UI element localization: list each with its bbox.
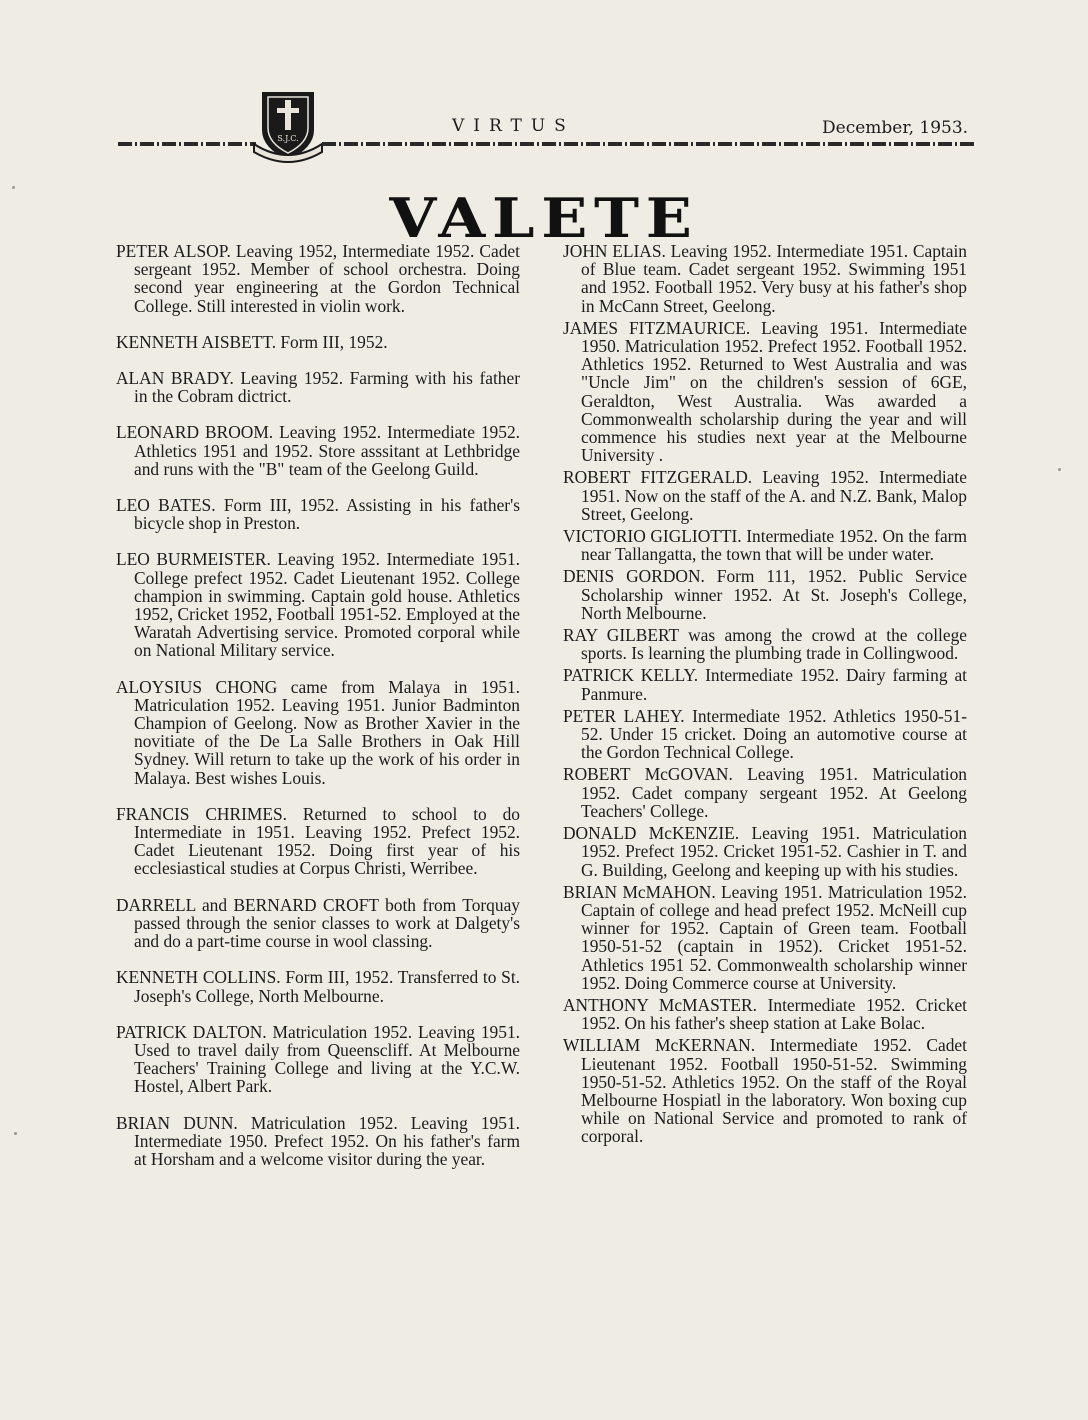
page-header: [0, 0, 1088, 170]
valete-entry: ROBERT McGOVAN. Leaving 1951. Matriculation 1952. Cadet company sergeant 1952. At Geelong Teachers' College.: [563, 764, 967, 821]
crest-initials: S.J.C.: [277, 134, 299, 143]
page-title: VALETE: [389, 186, 699, 250]
valete-entry: BRIAN McMAHON. Leaving 1951. Matriculation 1952. Captain of college and head prefect 1952. McNeill cup winner for 1952. Captain of Green team. Football 1950-51-52 (captain in 1952). Cricket 1951-52. Athletics 1951 52. Commonwealth scholarship winner 1952. Doing Commerce course at University.: [563, 881, 967, 993]
valete-entry: DARRELL and BERNARD CROFT both from Torquay passed through the senior classes to work at Dalgety's and do a part-time course in wool classing.: [116, 894, 520, 952]
valete-entry: ALAN BRADY. Leaving 1952. Farming with his father in the Cobram dictrict.: [116, 368, 520, 407]
college-crest-icon: [252, 86, 324, 164]
valete-entry: PATRICK KELLY. Intermediate 1952. Dairy farming at Panmure.: [563, 665, 967, 704]
valete-entry: LEONARD BROOM. Leaving 1952. Intermediate 1952. Athletics 1951 and 1952. Store asssitant at Lethbridge and runs with the "B" team of the Geelong Guild.: [116, 422, 520, 479]
valete-entry: LEO BURMEISTER. Leaving 1952. Intermediate 1951. College prefect 1952. Cadet Lieutenant 1952. College champion in swimming. Captain gold house. Athletics 1952, Cricket 1952, Football 1951-52. Employed at the Waratah Advertising service. Promoted corporal while on National Military service.: [116, 549, 520, 661]
valete-entry: PETER LAHEY. Intermediate 1952. Athletics 1950-51-52. Under 15 cricket. Doing an automotive course at the Gordon Technical College.: [563, 705, 967, 763]
valete-entry: LEO BATES. Form III, 1952. Assisting in his father's bicycle shop in Preston.: [116, 495, 520, 534]
header-rule-right: [322, 142, 974, 146]
valete-entry: ROBERT FITZGERALD. Leaving 1952. Intermediate 1951. Now on the staff of the A. and N.Z. Bank, Malop Street, Geelong.: [563, 467, 967, 524]
paper-speck: [14, 1132, 17, 1135]
left-column: [116, 242, 520, 1168]
valete-entry: PETER ALSOP. Leaving 1952, Intermediate 1952. Cadet sergeant 1952. Member of school orchestra. Doing second year engineering at the Gordon Technical College. Still interested in violin work.: [116, 241, 520, 316]
paper-speck: [12, 186, 15, 189]
valete-entry: DENIS GORDON. Form 111, 1952. Public Service Scholarship winner 1952. At St. Joseph's College, North Melbourne.: [563, 566, 967, 623]
issue-date: December, 1953.: [822, 118, 969, 138]
valete-entry: KENNETH COLLINS. Form III, 1952. Transferred to St. Joseph's College, North Melbourne.: [116, 967, 520, 1006]
valete-entry: JOHN ELIAS. Leaving 1952. Intermediate 1951. Captain of Blue team. Cadet sergeant 1952. Swimming 1951 and 1952. Football 1952. Very busy at his father's shop in McCann Street, Geelong.: [563, 241, 967, 316]
valete-entry: ANTHONY McMASTER. Intermediate 1952. Cricket 1952. On his father's sheep station at Lake Bolac.: [563, 994, 967, 1034]
paper-speck: [1058, 468, 1061, 471]
valete-entry: WILLIAM McKERNAN. Intermediate 1952. Cadet Lieutenant 1952. Football 1950-51-52. Swimming 1950-51-52. Athletics 1952. On the staff of the Royal Melbourne Hospiatl in the laboratory. Won boxing cup while on National Service and promoted to rank of corporal.: [563, 1035, 967, 1147]
right-column: [563, 242, 967, 1146]
valete-entry: ALOYSIUS CHONG came from Malaya in 1951. Matriculation 1952. Leaving 1951. Junior Badminton Champion of Geelong. Now as Brother Xavier in the novitiate of the De La Salle Brothers in Oak Hill Sydney. Will return to take up the work of his order in Malaya. Best wishes Louis.: [116, 676, 520, 788]
valete-entry: KENNETH AISBETT. Form III, 1952.: [116, 331, 388, 352]
valete-entry: VICTORIO GIGLIOTTI. Intermediate 1952. On the farm near Tallangatta, the town that will be under water.: [563, 526, 967, 565]
valete-entry: JAMES FITZMAURICE. Leaving 1951. Intermediate 1950. Matriculation 1952. Prefect 1952. Football 1952. Athletics 1952. Returned to West Australia and was "Uncle Jim" on the children's session of 6GE, Geraldton, West Australia. Was awarded a Commonwealth scholarship during the year and will commence his studies next year at the Melbourne University .: [563, 317, 967, 466]
valete-entry: RAY GILBERT was among the crowd at the college sports. Is learning the plumbing trade in Collingwood.: [563, 625, 967, 664]
valete-entry: PATRICK DALTON. Matriculation 1952. Leaving 1951. Used to travel daily from Queenscliff. At Melbourne Teachers' Training College and living at the Y.C.W. Hostel, Albert Park.: [116, 1021, 520, 1097]
valete-entry: BRIAN DUNN. Matriculation 1952. Leaving 1951. Intermediate 1950. Prefect 1952. On his father's farm at Horsham and a welcome visitor during the year.: [116, 1112, 520, 1169]
masthead-title: VIRTUS: [452, 116, 575, 136]
valete-entry: DONALD McKENZIE. Leaving 1951. Matriculation 1952. Prefect 1952. Cricket 1951-52. Cashier in T. and G. Building, Geelong and keeping up with his studies.: [563, 823, 967, 880]
header-rule-left: [118, 142, 256, 146]
valete-entry: FRANCIS CHRIMES. Returned to school to do Intermediate in 1951. Leaving 1952. Prefect 1952. Cadet Lieutenant 1952. Doing first year of his ecclesiastical studies at Corpus Christi, Werribee.: [116, 803, 520, 879]
